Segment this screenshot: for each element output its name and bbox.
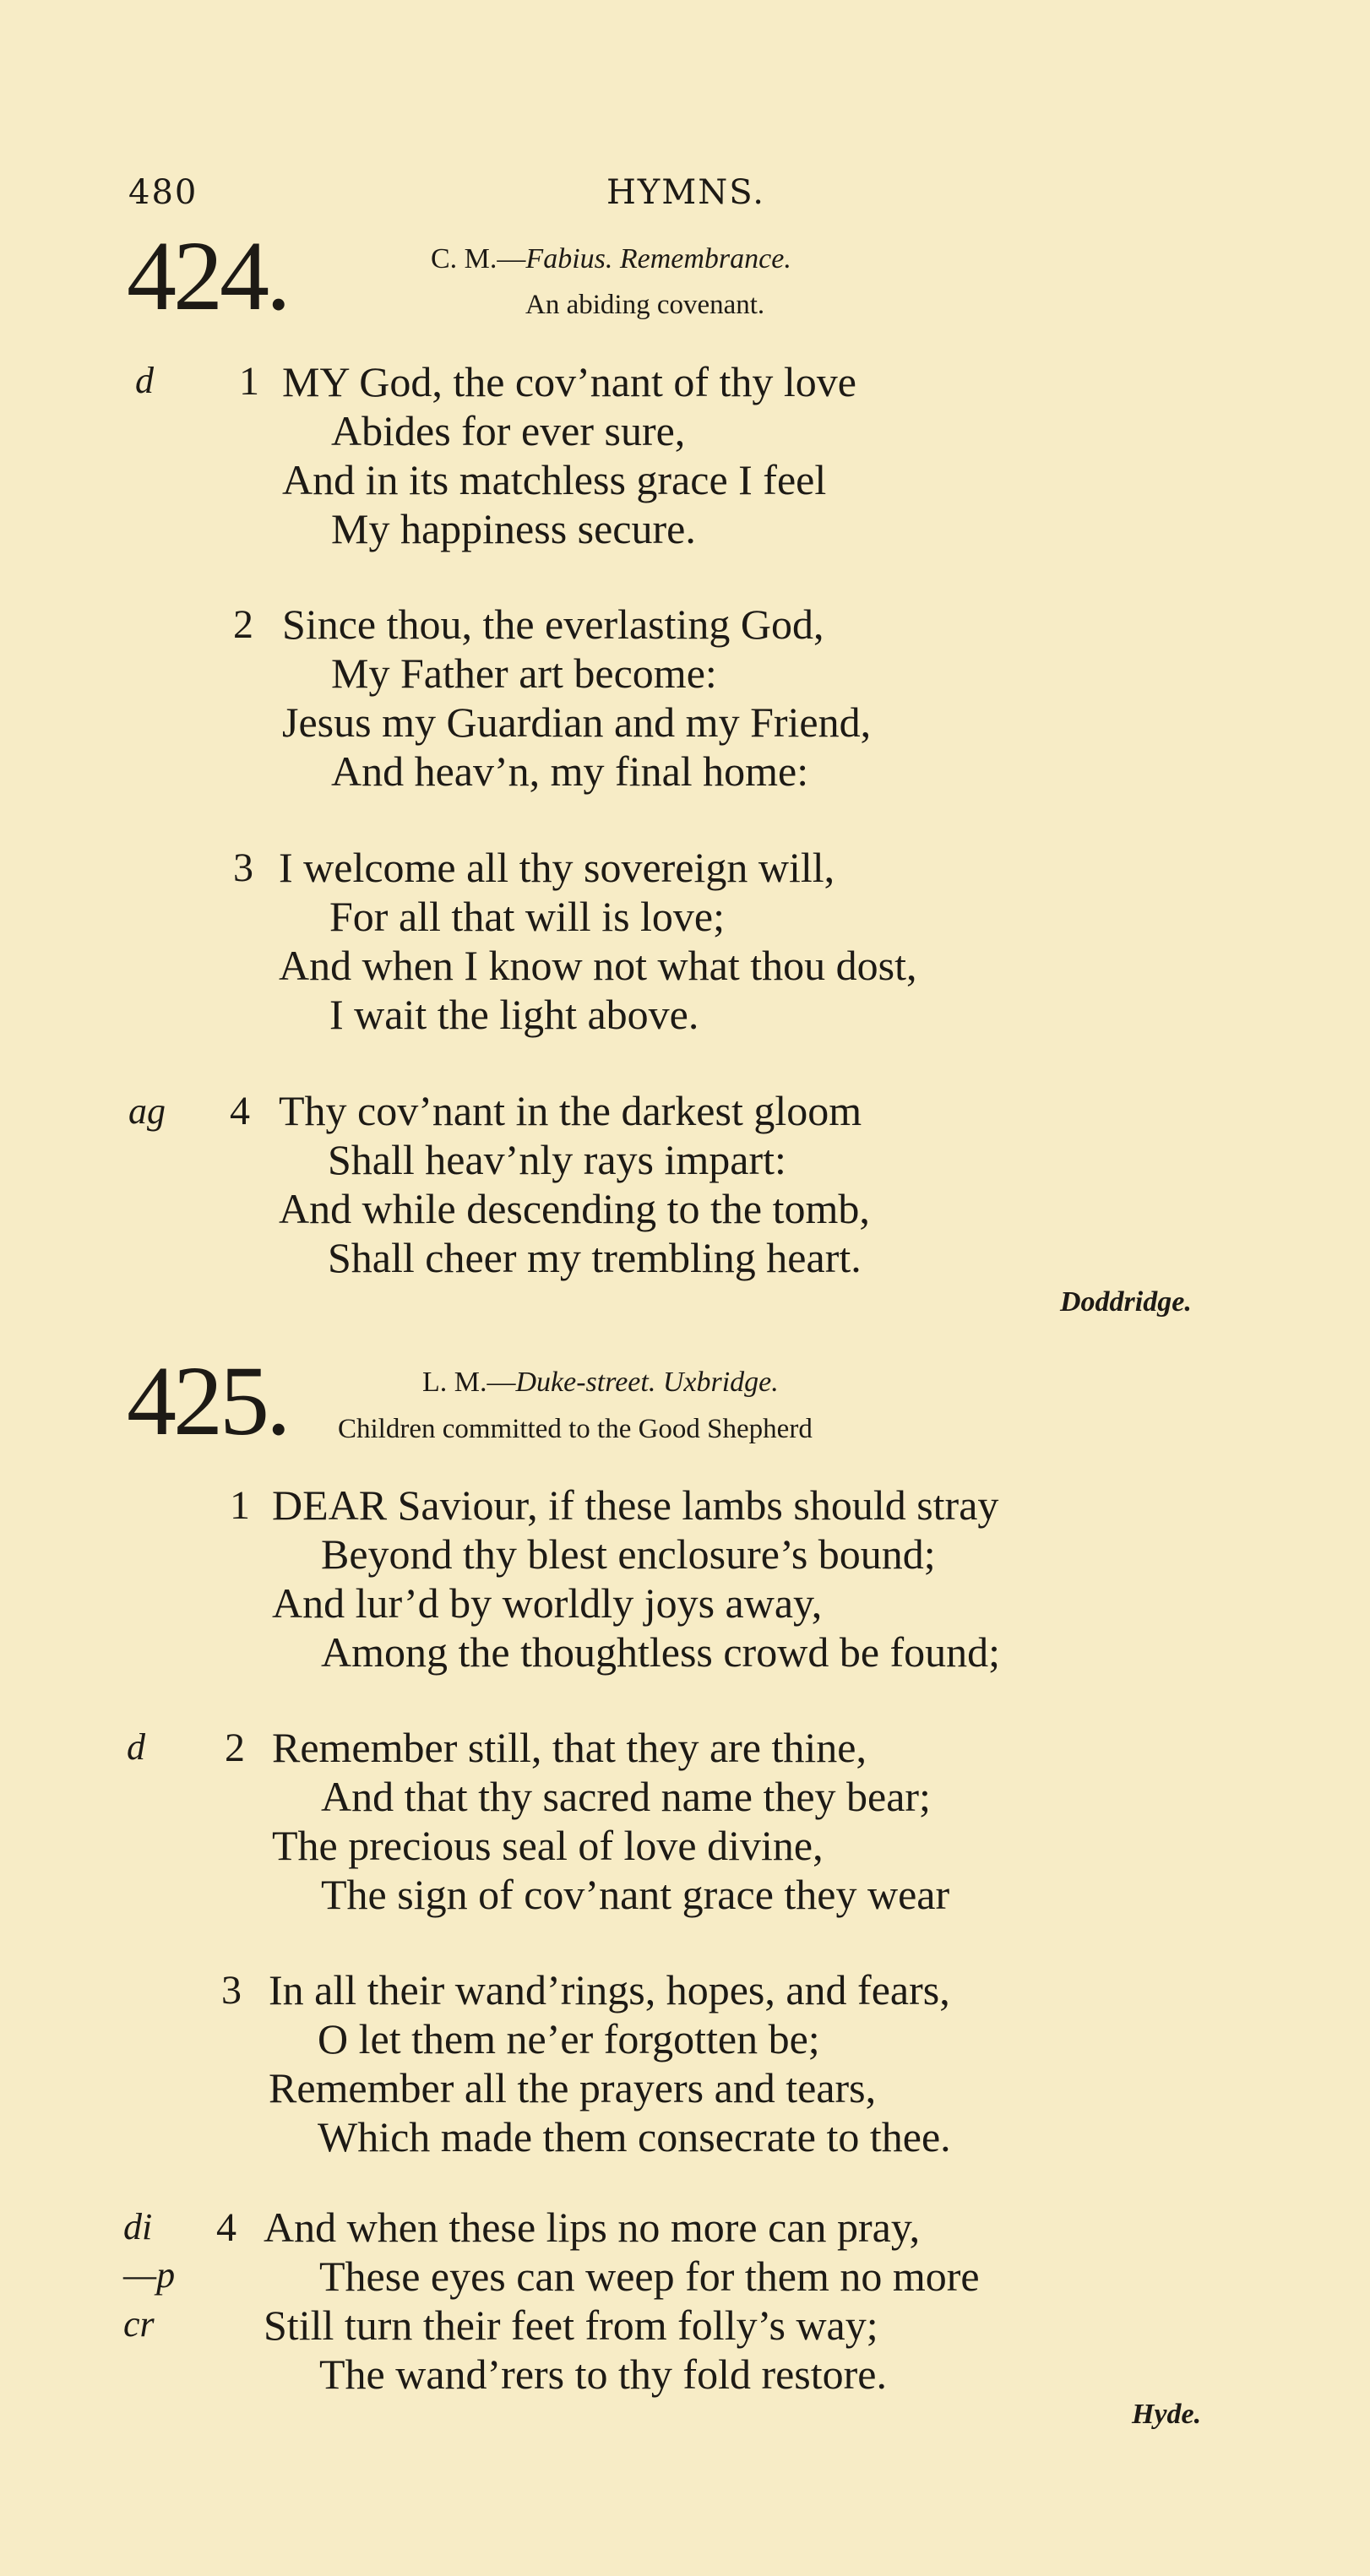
verse-line: Shall heav’nly rays impart:	[328, 1136, 786, 1183]
verse-number: 1	[239, 359, 259, 404]
verse-line: Shall cheer my trembling heart.	[328, 1234, 862, 1281]
verse-number: 2	[225, 1725, 245, 1770]
verse-line: My Father art become:	[331, 649, 717, 697]
verse-line: And that thy sacred name they bear;	[321, 1773, 931, 1820]
verse-line: These eyes can weep for them no more	[319, 2253, 980, 2300]
dynamic-mark: cr	[123, 2303, 155, 2345]
verse-line: Still turn their feet from folly’s way;	[264, 2302, 878, 2349]
hymn-author: Doddridge.	[1060, 1286, 1192, 1318]
verse-line: I welcome all thy sovereign will,	[279, 844, 835, 891]
verse-line: And in its matchless grace I feel	[282, 456, 827, 503]
running-head: HYMNS.	[606, 173, 765, 212]
dynamic-mark: di	[123, 2206, 153, 2247]
hymn-meter-tunes	[422, 1367, 779, 1399]
page-number: 480	[128, 173, 198, 212]
verse-line: Since thou, the everlasting God,	[282, 601, 824, 648]
verse-number: 4	[230, 1089, 250, 1133]
hymn-tunes: Duke-street. Uxbridge.	[515, 1367, 779, 1398]
verse-line: The precious seal of love divine,	[272, 1822, 824, 1869]
hymn-number: 424.	[127, 220, 288, 331]
verse-line: And lur’d by worldly joys away,	[272, 1579, 823, 1627]
hymn-author: Hyde.	[1132, 2399, 1202, 2430]
hymn-meter: L. M.—	[422, 1367, 516, 1398]
verse-line: MY God, the cov’nant of thy love	[282, 358, 856, 405]
dynamic-mark: ag	[128, 1090, 166, 1132]
verse-line: Abides for ever sure,	[331, 407, 686, 454]
hymn-subtitle: Children committed to the Good Shepherd	[338, 1414, 813, 1444]
hymn-meter: C. M.—	[431, 243, 526, 274]
verse-line: Jesus my Guardian and my Friend,	[282, 698, 872, 746]
verse-number: 2	[233, 602, 253, 647]
verse-line: And when I know not what thou dost,	[279, 942, 917, 989]
verse-line: And heav’n, my final home:	[331, 747, 809, 795]
verse-line: And while descending to the tomb,	[279, 1185, 870, 1232]
verse-number: 1	[230, 1483, 250, 1528]
verse-number: 3	[233, 845, 253, 890]
verse-line: For all that will is love;	[329, 893, 726, 940]
verse-line: In all their wand’rings, hopes, and fears,	[269, 1966, 950, 2014]
verse-line: Remember still, that they are thine,	[272, 1724, 867, 1771]
verse-line: Thy cov’nant in the darkest gloom	[279, 1087, 862, 1134]
verse-line: Which made them consecrate to thee.	[318, 2113, 951, 2160]
verse-line: Beyond thy blest enclosure’s bound;	[321, 1530, 936, 1578]
verse-line: The sign of cov’nant grace they wear	[321, 1871, 950, 1918]
verse-line: DEAR Saviour, if these lambs should stray	[272, 1481, 999, 1529]
dynamic-mark: d	[127, 1726, 145, 1768]
verse-line: I wait the light above.	[329, 991, 699, 1038]
verse-number: 3	[221, 1968, 242, 2013]
verse-line: O let them ne’er forgotten be;	[318, 2015, 820, 2062]
verse-number: 4	[216, 2205, 236, 2250]
hymn-meter-tunes	[431, 243, 791, 275]
verse-line: Among the thoughtless crowd be found;	[321, 1628, 1001, 1676]
verse-line: And when these lips no more can pray,	[264, 2204, 921, 2251]
dynamic-mark: —p	[123, 2254, 176, 2296]
hymn-subtitle: An abiding covenant.	[525, 290, 765, 320]
hymn-tunes: Fabius. Remembrance.	[525, 243, 791, 274]
dynamic-mark: d	[135, 360, 154, 401]
verse-line: The wand’rers to thy fold restore.	[319, 2350, 887, 2398]
verse-line: My happiness secure.	[331, 505, 696, 552]
verse-line: Remember all the prayers and tears,	[269, 2064, 877, 2111]
hymn-number: 425.	[127, 1345, 288, 1456]
